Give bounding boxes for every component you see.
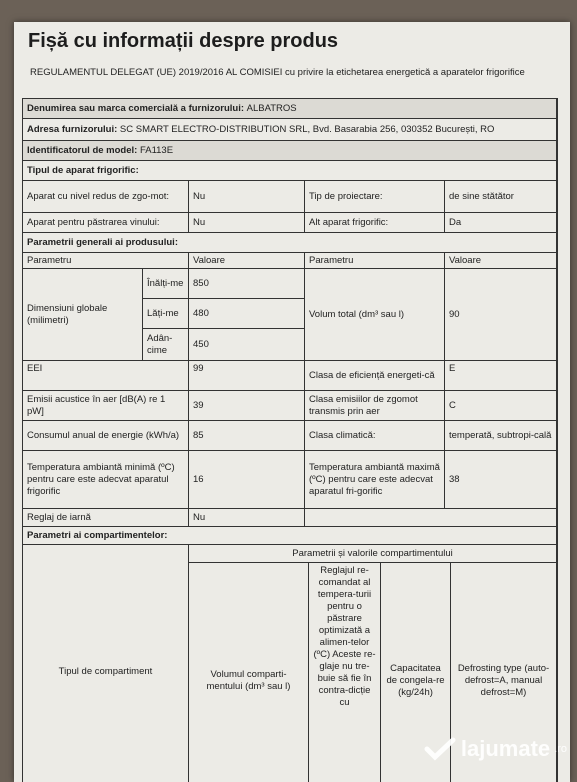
class-value: E	[445, 361, 557, 391]
noise-class-value: C	[445, 391, 557, 421]
heart-check-icon	[423, 737, 457, 761]
climate-label: Clasa climatică:	[305, 421, 445, 451]
compartment-defrost-header: Defrosting type (auto-defrost=A, manual defrost=M)	[451, 563, 557, 782]
compartment-setting-header: Reglajul re-comandat al tempera-turii pentru o păstrare optimizată a alimen-telor (ºC) Aceste re-glaje nu tre-buie să fie în contra-dicție cu	[309, 563, 381, 782]
height-value: 850	[189, 269, 305, 299]
col-value2-header: Valoare	[445, 253, 557, 269]
design-value: de sine stătător	[445, 181, 557, 213]
max-temp-label: Temperatura ambiantă maximă (ºC) pentru care este adecvat aparatul fri-gorific	[305, 451, 445, 509]
winter-blank	[305, 509, 557, 527]
volume-value: 90	[445, 269, 557, 361]
type-heading: Tipul de aparat frigorific:	[23, 161, 557, 181]
wine-value: Nu	[189, 213, 305, 233]
dimensions-label: Dimensiuni globale (milimetri)	[23, 269, 143, 361]
wine-label: Aparat pentru păstrarea vinului:	[23, 213, 189, 233]
winter-label: Reglaj de iarnă	[23, 509, 189, 527]
eei-value: 99	[189, 361, 305, 391]
volume-label: Volum total (dm³ sau l)	[305, 269, 445, 361]
noise-label: Emisii acustice în aer [dB(A) re 1 pW]	[23, 391, 189, 421]
width-label: Lăți-me	[143, 299, 189, 329]
height-label: Înălți-me	[143, 269, 189, 299]
min-temp-value: 16	[189, 451, 305, 509]
supplier-name-row	[23, 99, 557, 119]
watermark-logo	[423, 736, 567, 762]
col-param-header: Parametru	[23, 253, 189, 269]
model-label: Identificatorul de model:	[27, 144, 138, 156]
general-heading: Parametrii generali ai produsului:	[23, 233, 557, 253]
watermark-suffix: .ro	[554, 743, 567, 755]
regulation-text: REGULAMENTUL DELEGAT (UE) 2019/2016 AL COMISIEI cu privire la etichetarea energetică a aparatelor frigorifice	[30, 67, 525, 78]
low-noise-value: Nu	[189, 181, 305, 213]
model-row	[23, 141, 557, 161]
other-label: Alt aparat frigorific:	[305, 213, 445, 233]
energy-value: 85	[189, 421, 305, 451]
model-value: FA113E	[139, 144, 174, 156]
supplier-address-row	[23, 119, 557, 141]
noise-value: 39	[189, 391, 305, 421]
sheet-title: Fișă cu informații despre produs	[28, 30, 339, 52]
depth-label: Adân-cime	[143, 329, 189, 361]
compartment-freezing-header: Capacitatea de congela-re (kg/24h)	[381, 563, 451, 782]
compartments-heading: Parametri ai compartimentelor:	[23, 527, 557, 545]
supplier-address-value: SC SMART ELECTRO-DISTRIBUTION SRL, Bvd. Basarabia 256, 030352 București, RO	[119, 123, 495, 135]
depth-value: 450	[189, 329, 305, 361]
width-value: 480	[189, 299, 305, 329]
eei-label: EEI	[23, 361, 189, 391]
max-temp-value: 38	[445, 451, 557, 509]
winter-value: Nu	[189, 509, 305, 527]
product-info-sheet	[14, 22, 570, 782]
supplier-name-value: ALBATROS	[246, 102, 297, 114]
compartment-group-header: Parametrii și valorile compartimentului	[189, 545, 557, 563]
climate-value: temperată, subtropi-cală	[445, 421, 557, 451]
low-noise-label: Aparat cu nivel redus de zgo-mot:	[23, 181, 189, 213]
compartment-type-header: Tipul de compartiment	[23, 545, 189, 782]
info-table	[22, 98, 558, 782]
min-temp-label: Temperatura ambiantă minimă (ºC) pentru care este adecvat aparatul frigorific	[23, 451, 189, 509]
compartment-volume-header: Volumul comparti-mentului (dm³ sau l)	[189, 563, 309, 782]
supplier-address-label: Adresa furnizorului:	[27, 123, 118, 135]
energy-label: Consumul anual de energie (kWh/a)	[23, 421, 189, 451]
col-value-header: Valoare	[189, 253, 305, 269]
supplier-name-label: Denumirea sau marca comercială a furnizorului:	[27, 102, 244, 114]
col-param2-header: Parametru	[305, 253, 445, 269]
other-value: Da	[445, 213, 557, 233]
design-label: Tip de proiectare:	[305, 181, 445, 213]
watermark-text: lajumate	[460, 736, 551, 761]
class-label: Clasa de eficiență energeti-că	[305, 361, 445, 391]
noise-class-label: Clasa emisiilor de zgomot transmis prin aer	[305, 391, 445, 421]
